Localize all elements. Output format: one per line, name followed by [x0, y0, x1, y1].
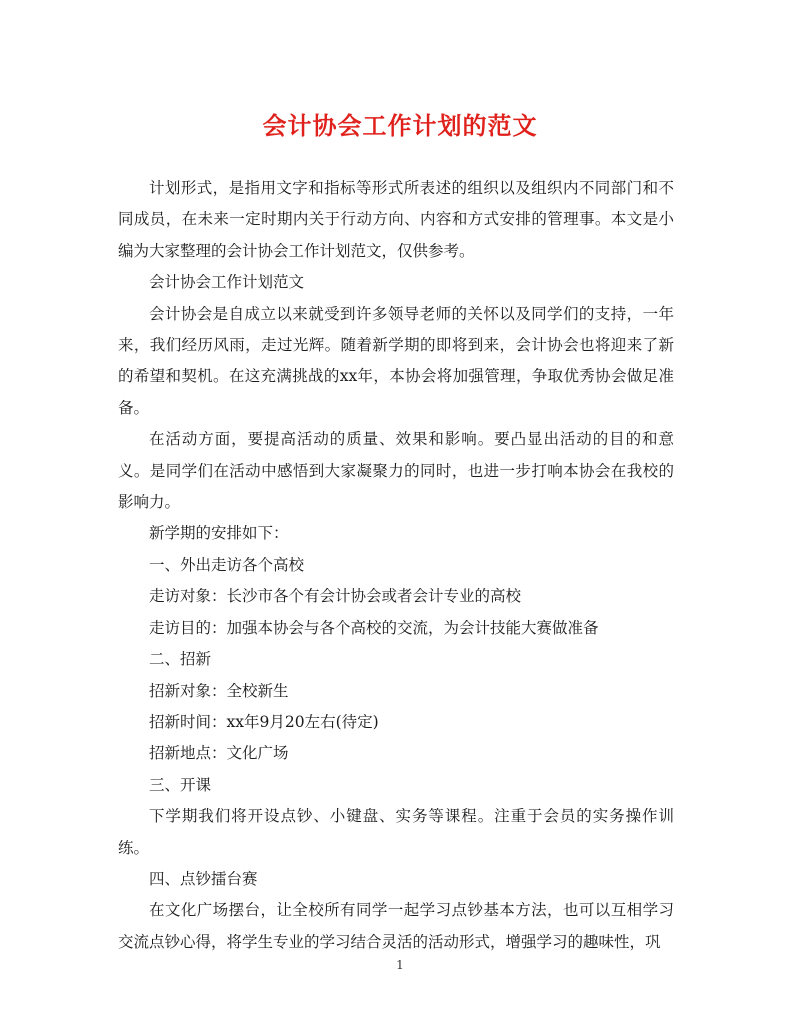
paragraph-association: 会计协会是自成立以来就受到许多领导老师的关怀以及同学们的支持，一年来，我们经历风雨，走过光辉。随着新学期的即将到来，会计协会也将迎来了新的希望和契机。在这充满挑战的xx年，本协会将加强管理，争取优秀协会做足准备。 [118, 304, 674, 417]
page-number: 1 [396, 958, 404, 972]
paragraph-recruit-location: 招新地点：文化广场 [149, 744, 289, 763]
paragraph-schedule-heading: 新学期的安排如下： [149, 524, 289, 543]
document-body [118, 173, 674, 958]
paragraph-recruit-targets: 招新对象：全校新生 [149, 681, 289, 700]
paragraph-subtitle: 会计协会工作计划范文 [149, 273, 305, 292]
document-title: 会计协会工作计划的范文 [262, 111, 538, 140]
paragraph-intro: 计划形式，是指用文字和指标等形式所表述的组织以及组织内不同部门和不同成员，在未来一定时期内关于行动方向、内容和方式安排的管理事。本文是小编为大家整理的会计协会工作计划范文，仅供参考。 [118, 179, 674, 260]
section-heading-competition: 四、点钞擂台赛 [149, 869, 258, 888]
paragraph-courses: 下学期我们将开设点钞、小键盘、实务等课程。注重于会员的实务操作训练。 [118, 807, 674, 857]
paragraph-visit-purpose: 走访目的：加强本协会与各个高校的交流，为会计技能大赛做准备 [149, 618, 599, 637]
section-heading-courses: 三、开课 [149, 775, 212, 794]
section-heading-visits: 一、外出走访各个高校 [149, 555, 305, 574]
paragraph-recruit-time: 招新时间：xx年9月20左右(待定) [149, 712, 379, 731]
paragraph-activities: 在活动方面，要提高活动的质量、效果和影响。要凸显出活动的目的和意义。是同学们在活动中感悟到大家凝聚力的同时，也进一步打响本协会在我校的影响力。 [118, 430, 674, 512]
paragraph-visit-targets: 走访对象：长沙市各个有会计协会或者会计专业的高校 [149, 587, 522, 606]
paragraph-competition: 在文化广场摆台，让全校所有同学一起学习点钞基本方法，也可以互相学习交流点钞心得，将学生专业的学习结合灵活的活动形式，增强学习的趣味性，巩 [118, 901, 674, 951]
section-heading-recruitment: 二、招新 [149, 650, 212, 669]
